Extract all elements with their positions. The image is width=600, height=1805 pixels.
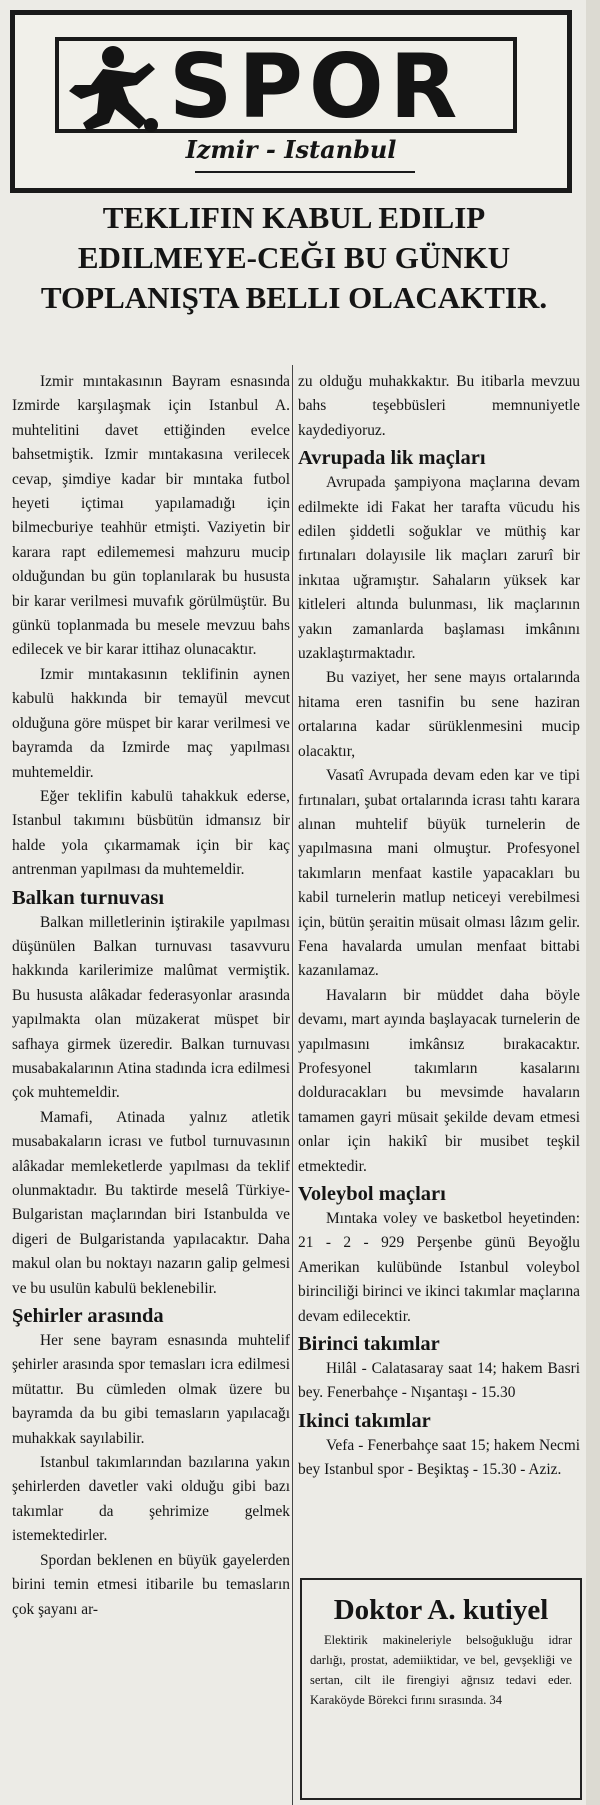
paragraph: Spordan beklenen en büyük gayelerden birini temin etmesi itibarile bu temasların çok şayanı ar- bbox=[12, 1551, 290, 1618]
column-divider bbox=[292, 365, 293, 1805]
paragraph: zu olduğu muhakkaktır. Bu itibarla mevzuu bahs teşebbüsleri memnuniyetle kaydediyoruz. bbox=[298, 373, 580, 439]
paragraph: Izmir mıntakasının teklifinin aynen kabulü hakkında bir temayül mevcut olduğuna göre müspet bir karar verilmesi ve bayramda da Izmirde maç yapılması muhtemeldir. bbox=[12, 665, 290, 781]
ad-title: Doktor A. kutiyel bbox=[333, 1594, 549, 1626]
section-heading-sehirler: Şehirler arasında bbox=[12, 1305, 164, 1328]
paragraph: Hilâl - Calatasaray saat 14; hakem Basri bey. Fenerbahçe - Nışantaşı - 15.30 bbox=[298, 1360, 580, 1402]
paragraph: Mıntaka voley ve basketbol heyetinden: 21 - 2 - 929 Perşenbe günü Beyoğlu Amerikan kulübünde Istanbul voleybol birinciliği birinci ve ikinci takımlar maçlarına devam edilecektir. bbox=[298, 1210, 580, 1325]
paragraph: Balkan milletlerinin iştirakile yapılması düşünülen Balkan turnuvası tasavvuru hakkında karilerimize malûmat vermiştik. Bu hususta alâkadar federasyonlar arasında yapılmakta olan müzakerat müspet bir safhaya girmek üzeredir. Balkan turnuvası musabakalarının Atina stadında icra edilmesi çok muhtemeldir. bbox=[12, 913, 290, 1102]
subtitle-rule bbox=[195, 171, 415, 173]
paragraph: Bu vaziyet, her sene mayıs ortalarında hitama eren tasnifin bu sene haziran ortalarına kadar sürüklenmesini mucip olacaktır, bbox=[298, 669, 580, 760]
logo-word: SPOR bbox=[169, 35, 464, 138]
spor-logo bbox=[55, 35, 517, 138]
paragraph: Her sene bayram esnasında muhtelif şehirler arasında spor temasları icra edilmesi mütattır. Bu cümleden olmak üzere bu bayramda da bu gibi temasların yapılacağı muhakkak sayılabilir. bbox=[12, 1332, 290, 1447]
section-heading-avrupa: Avrupada lik maçları bbox=[298, 447, 486, 470]
paragraph: Istanbul takımlarından bazılarına yakın şehirlerden davetler vaki olduğu gibi bazı takımlar da şehrimize gelmek istemektedirler. bbox=[12, 1454, 290, 1545]
section-heading-ikinci: Ikinci takımlar bbox=[298, 1409, 431, 1432]
paragraph: Izmir mıntakasının Bayram esnasında Izmirde karşılaşmak için Istanbul A. muhtelitini davet ettiğinden evelce bahsetmiştik. Izmir mıntakasına verilecek cevap, şimdiye kadar bir mıntaka futbol heyeti içtimaı yapılamadığı için bilmecburiye teahhür etmişti. Vaziyetin bir karara rapt edilememesi mahzuru mucip olduğundan bu gün toplanılarak bu hususta bir karar verilmesi muvafık görülmüştür. Bu günkü toplanmada bu mesele mevzuu bahs edilecek ve bir karar ittihaz olunacaktır. bbox=[12, 373, 290, 659]
paragraph: Vasatî Avrupada devam eden kar ve tipi fırtınaları, şubat ortalarında icrası tahtı karara alınan muhtelif büyük turnelerin de yapılmasına mani olmuştur. Profesyonel takımların menfaat kastile yapacakları bu kabil turnelerin matlup neticeyi verebilmesi için, bütün şeraitin müsait olması lâzım gelir. Fena havalarda umulan menfaat bittabi kazanılamaz. bbox=[298, 767, 580, 980]
paragraph: Mamafi, Atinada yalnız atletik musabakaların icrası ve futbol turnuvasının alâkadar memleketlerde yapılması da teklif olunmaktadır. Bu taktirde meselâ Türkiye-Bulgaristan maçlarından biri Istanbulda ve digeri de Bulgaristanda yapılacaktır. Daha makul olan bu noktayı nazarın galip gelmesi ve bu usulün kabulü beklenebilir. bbox=[12, 1108, 290, 1297]
section-heading-voleybol: Voleybol maçları bbox=[298, 1183, 446, 1205]
paragraph: Eğer teklifin kabulü tahakkuk ederse, Istanbul takımını büsbütün idmansız bir halde yola çıkarmamak için bir kaç antrenman yapılması da muhtemeldir. bbox=[12, 787, 290, 879]
paragraph: Vefa - Fenerbahçe saat 15; hakem Necmi bey Istanbul spor - Beşiktaş - 15.30 - Aziz. bbox=[298, 1436, 580, 1479]
section-heading-balkan: Balkan turnuvası bbox=[12, 886, 165, 909]
page-edge bbox=[586, 0, 600, 1805]
headline: TEKLIFIN KABUL EDILIP EDILMEYE-CEĞI BU GÜNKU TOPLANIŞTA BELLI OLACAKTIR. bbox=[40, 200, 548, 315]
paragraph: Avrupada şampiyona maçlarına devam edilmekte idi Fakat her tarafta vücudu his edilen şiddetli soğuklar ve müthiş kar fırtınaları dolayısile lik maçları zarurî bir inkıtaa uğramıştır. Sahaların yüksek kar kitleleri altında bulunması, lik maçlarının yakın zamanlarda başlaması imkânını uzaklaştırmaktadır. bbox=[298, 474, 580, 663]
section-subtitle: Izmir - Istanbul bbox=[185, 135, 397, 164]
section-heading-birinci: Birinci takımlar bbox=[298, 1333, 440, 1356]
footballer-icon bbox=[51, 43, 171, 135]
left-column bbox=[12, 370, 290, 1622]
doctor-advertisement bbox=[300, 1578, 582, 1800]
right-column bbox=[298, 370, 580, 1483]
paragraph: Havaların bir müddet daha böyle devamı, mart ayında başlayacak turnelerin de yapılmasını imkânsız bırakacaktır. Profesyonel takımların kasalarını dolduracakları bu mevsimde havaların tamamen gayri müsait şekilde devam etmesi onlar için hakikî bir musibet teşkil etmektedir. bbox=[298, 986, 580, 1175]
masthead bbox=[10, 10, 572, 193]
ad-body: Elektirik makineleriyle belsoğukluğu idrar darlığı, prostat, ademiiktidar, ve bel, gevşekliği ve sertan, cilt ile firengiyi ağrısız tedavi eder. Karaköyde Börekci fırını sırasında. 34 bbox=[310, 1633, 572, 1707]
